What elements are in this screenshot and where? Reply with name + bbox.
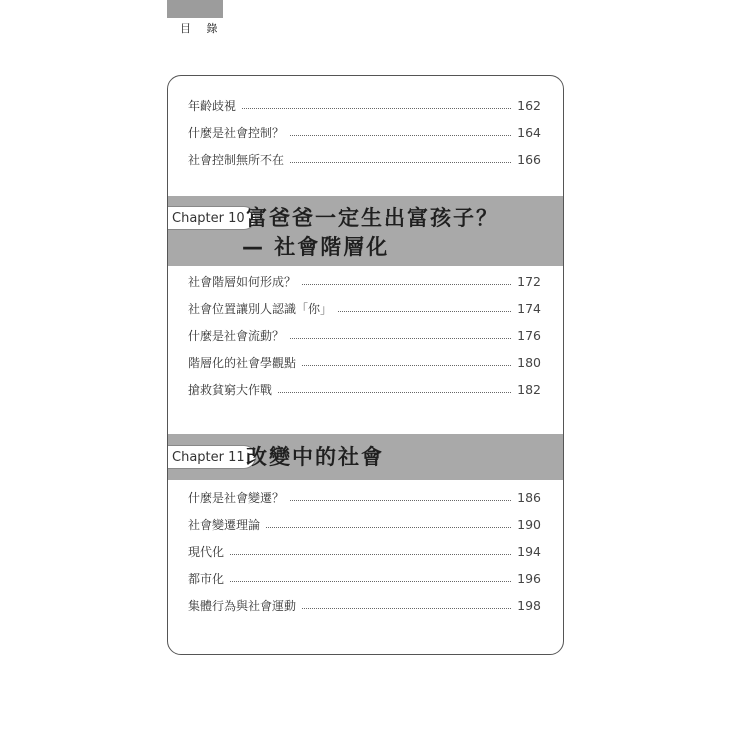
toc-entry[interactable] (188, 349, 541, 376)
entry-title: 階層化的社會學觀點 (188, 356, 297, 370)
dot-leader (230, 554, 511, 555)
entry-page: 176 (517, 328, 541, 343)
dot-leader (302, 365, 511, 366)
entry-page: 186 (517, 490, 541, 505)
toc-entry[interactable] (188, 146, 541, 173)
entry-title: 什麼是社會流動？ (188, 329, 285, 343)
dot-leader (278, 392, 511, 393)
chapter-11-entries (188, 484, 541, 619)
dot-leader (290, 338, 511, 339)
chapter-11-label: Chapter 11 (168, 445, 256, 469)
header-label: 目 錄 (180, 22, 224, 35)
toc-entry[interactable] (188, 484, 541, 511)
chapter-10-entries (188, 268, 541, 403)
entry-title: 社會控制無所不在 (188, 153, 285, 167)
dot-leader (302, 284, 511, 285)
entry-page: 162 (517, 98, 541, 113)
entry-title: 什麼是社會控制？ (188, 126, 285, 140)
toc-entry[interactable] (188, 376, 541, 403)
entry-page: 194 (517, 544, 541, 559)
entry-page: 180 (517, 355, 541, 370)
entry-page: 172 (517, 274, 541, 289)
entry-page: 182 (517, 382, 541, 397)
entry-title: 都市化 (188, 572, 225, 586)
entry-page: 196 (517, 571, 541, 586)
toc-entry[interactable] (188, 592, 541, 619)
toc-entry[interactable] (188, 92, 541, 119)
corner-tab (167, 0, 223, 18)
chapter-10-heading (168, 196, 563, 266)
entry-title: 社會位置讓別人認識「你」 (188, 302, 333, 316)
entry-title: 現代化 (188, 545, 225, 559)
entry-title: 集體行為與社會運動 (188, 599, 297, 613)
dot-leader (266, 527, 511, 528)
entry-title: 什麼是社會變遷？ (188, 491, 285, 505)
entry-page: 190 (517, 517, 541, 532)
toc-entry[interactable] (188, 268, 541, 295)
entry-page: 198 (517, 598, 541, 613)
toc-entry[interactable] (188, 511, 541, 538)
dot-leader (242, 108, 511, 109)
entry-title: 年齡歧視 (188, 99, 237, 113)
dot-leader (302, 608, 511, 609)
entry-page: 166 (517, 152, 541, 167)
dot-leader (338, 311, 511, 312)
chapter-10-label: Chapter 10 (168, 206, 256, 230)
toc-entry[interactable] (188, 295, 541, 322)
toc-entry[interactable] (188, 538, 541, 565)
toc-box (167, 75, 564, 655)
dot-leader (290, 500, 511, 501)
entry-title: 搶救貧窮大作戰 (188, 383, 273, 397)
chapter-11-heading (168, 434, 563, 480)
entry-page: 164 (517, 125, 541, 140)
toc-entry[interactable] (188, 565, 541, 592)
chapter-10-title-line2: — 社會階層化 (242, 235, 390, 259)
entry-page: 174 (517, 301, 541, 316)
dot-leader (290, 162, 511, 163)
dot-leader (230, 581, 511, 582)
toc-entry[interactable] (188, 119, 541, 146)
top-entries (188, 92, 541, 173)
chapter-10-title-line1: 富爸爸一定生出富孩子？ (246, 206, 499, 230)
dot-leader (290, 135, 511, 136)
entry-title: 社會變遷理論 (188, 518, 261, 532)
chapter-11-title: 改變中的社會 (246, 445, 384, 469)
entry-title: 社會階層如何形成？ (188, 275, 297, 289)
toc-entry[interactable] (188, 322, 541, 349)
